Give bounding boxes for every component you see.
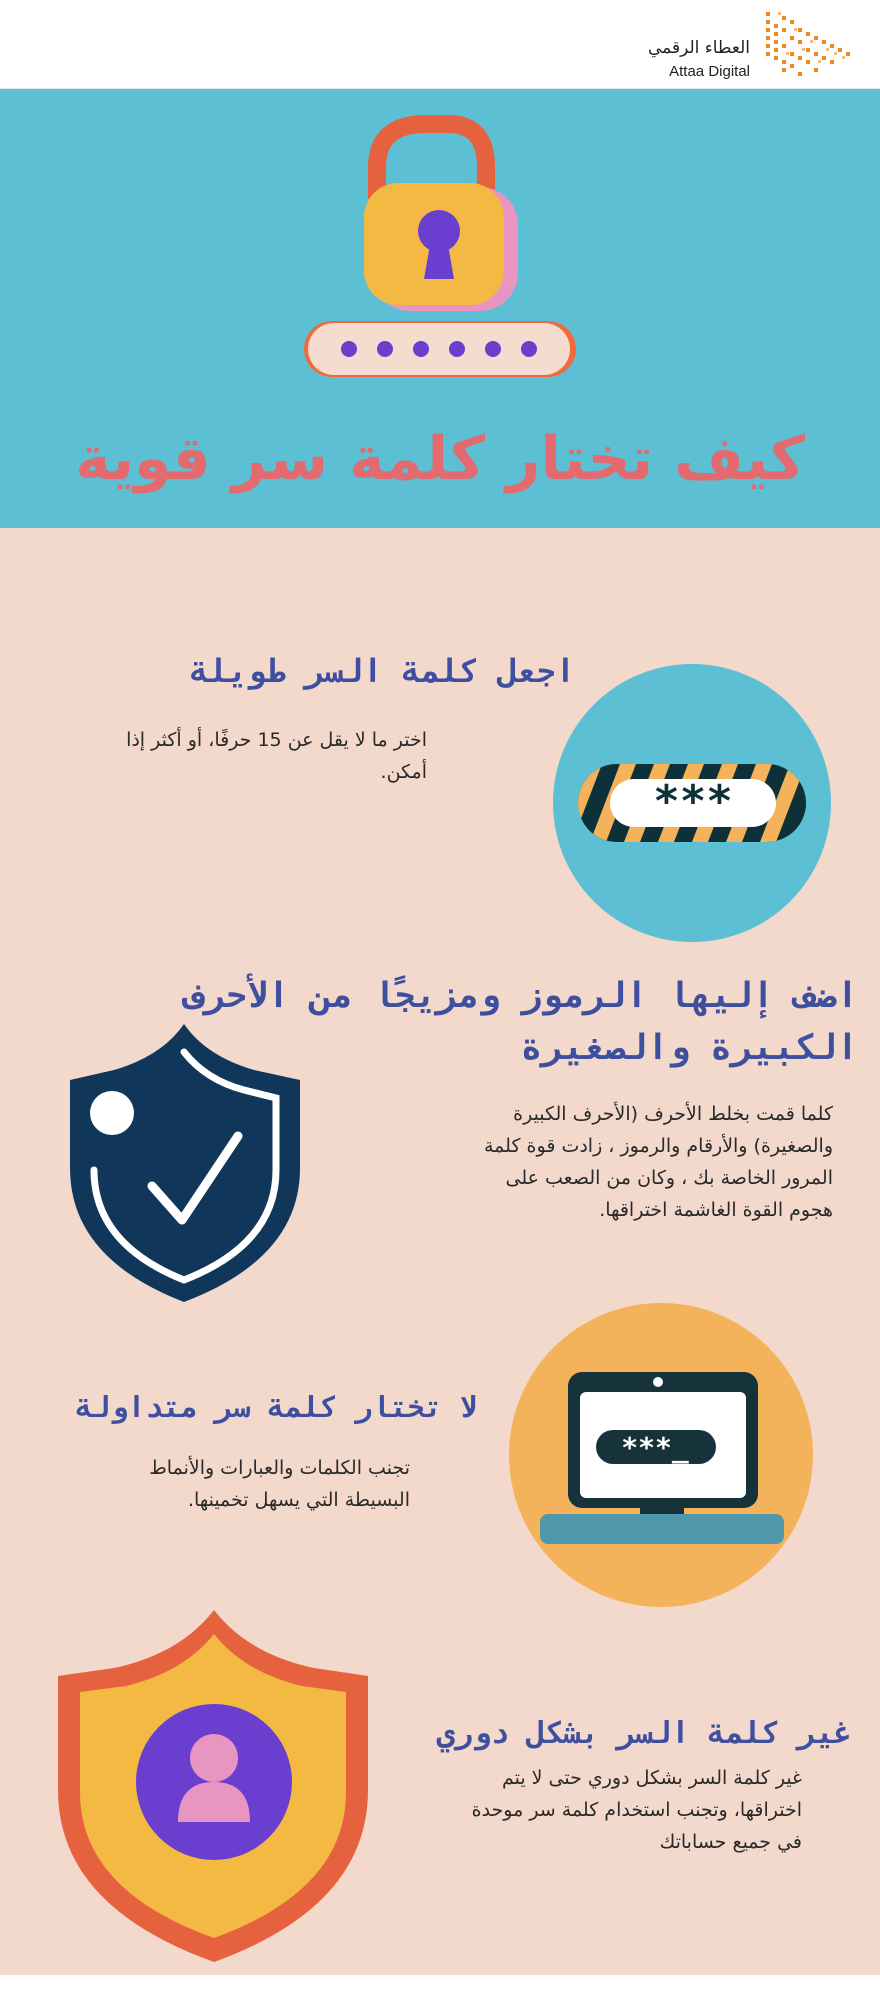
tip-3-body: [70, 1452, 410, 1516]
tip-1-body-line: اختر ما لا يقل عن 15 حرفًا، أو أكثر إذا: [126, 729, 427, 751]
padlock-icon: [0, 89, 880, 419]
tip-2-body-line: المرور الخاصة بك ، وكان من الصعب على: [505, 1167, 833, 1189]
page-title: كيف تختار كلمة سر قوية: [75, 424, 805, 494]
tip-3-title: لا تختار كلمة سر متداولة: [75, 1390, 477, 1424]
hero-banner: [0, 89, 880, 528]
tip-1-body: [87, 724, 427, 788]
tip-4-body: [402, 1762, 802, 1858]
tip-4-title: غير كلمة السر بشكل دوري: [436, 1716, 852, 1751]
tip-3-body-line: البسيطة التي يسهل تخمينها.: [188, 1489, 410, 1511]
masked-password-icon: [552, 663, 832, 943]
brand-name-ar: العطاء الرقمي: [647, 38, 750, 58]
footer-strip: [0, 1975, 880, 2000]
header: [0, 0, 880, 89]
brand-mark-icon: [758, 8, 858, 80]
tip-2-title-line: الكبيرة والصغيرة: [520, 1028, 858, 1068]
brand-name-en: Attaa Digital: [669, 63, 750, 80]
masked-password-text: ***: [653, 776, 733, 827]
shield-user-icon: [54, 1606, 372, 1966]
tip-4-body-line: غير كلمة السر بشكل دوري حتى لا يتم: [501, 1767, 802, 1789]
laptop-password-icon: [508, 1302, 814, 1608]
tip-2-title-line: اضف إليها الرموز ومزيجًا من الأحرف: [183, 976, 858, 1016]
tip-1-body-line: أمكن.: [380, 761, 427, 783]
tip-2-body: [433, 1098, 833, 1226]
tip-4-body-line: اختراقها، وتجنب استخدام كلمة سر موحدة: [471, 1799, 802, 1821]
brand-logo: [628, 8, 858, 78]
tip-2-body-line: كلما قمت بخلط الأحرف (الأحرف الكبيرة: [513, 1103, 833, 1125]
laptop-password-text: ***_: [621, 1431, 689, 1464]
tip-4-body-line: في جميع حساباتك: [659, 1831, 802, 1853]
tip-2-body-line: والصغيرة) والأرقام والرموز ، زادت قوة كلمة: [484, 1135, 833, 1157]
shield-check-icon: [66, 1018, 306, 1308]
tip-1-title: اجعل كلمة السر طويلة: [189, 652, 575, 690]
tip-3-body-line: تجنب الكلمات والعبارات والأنماط: [149, 1457, 410, 1479]
tip-2-body-line: هجوم القوة الغاشمة اختراقها.: [599, 1199, 833, 1221]
